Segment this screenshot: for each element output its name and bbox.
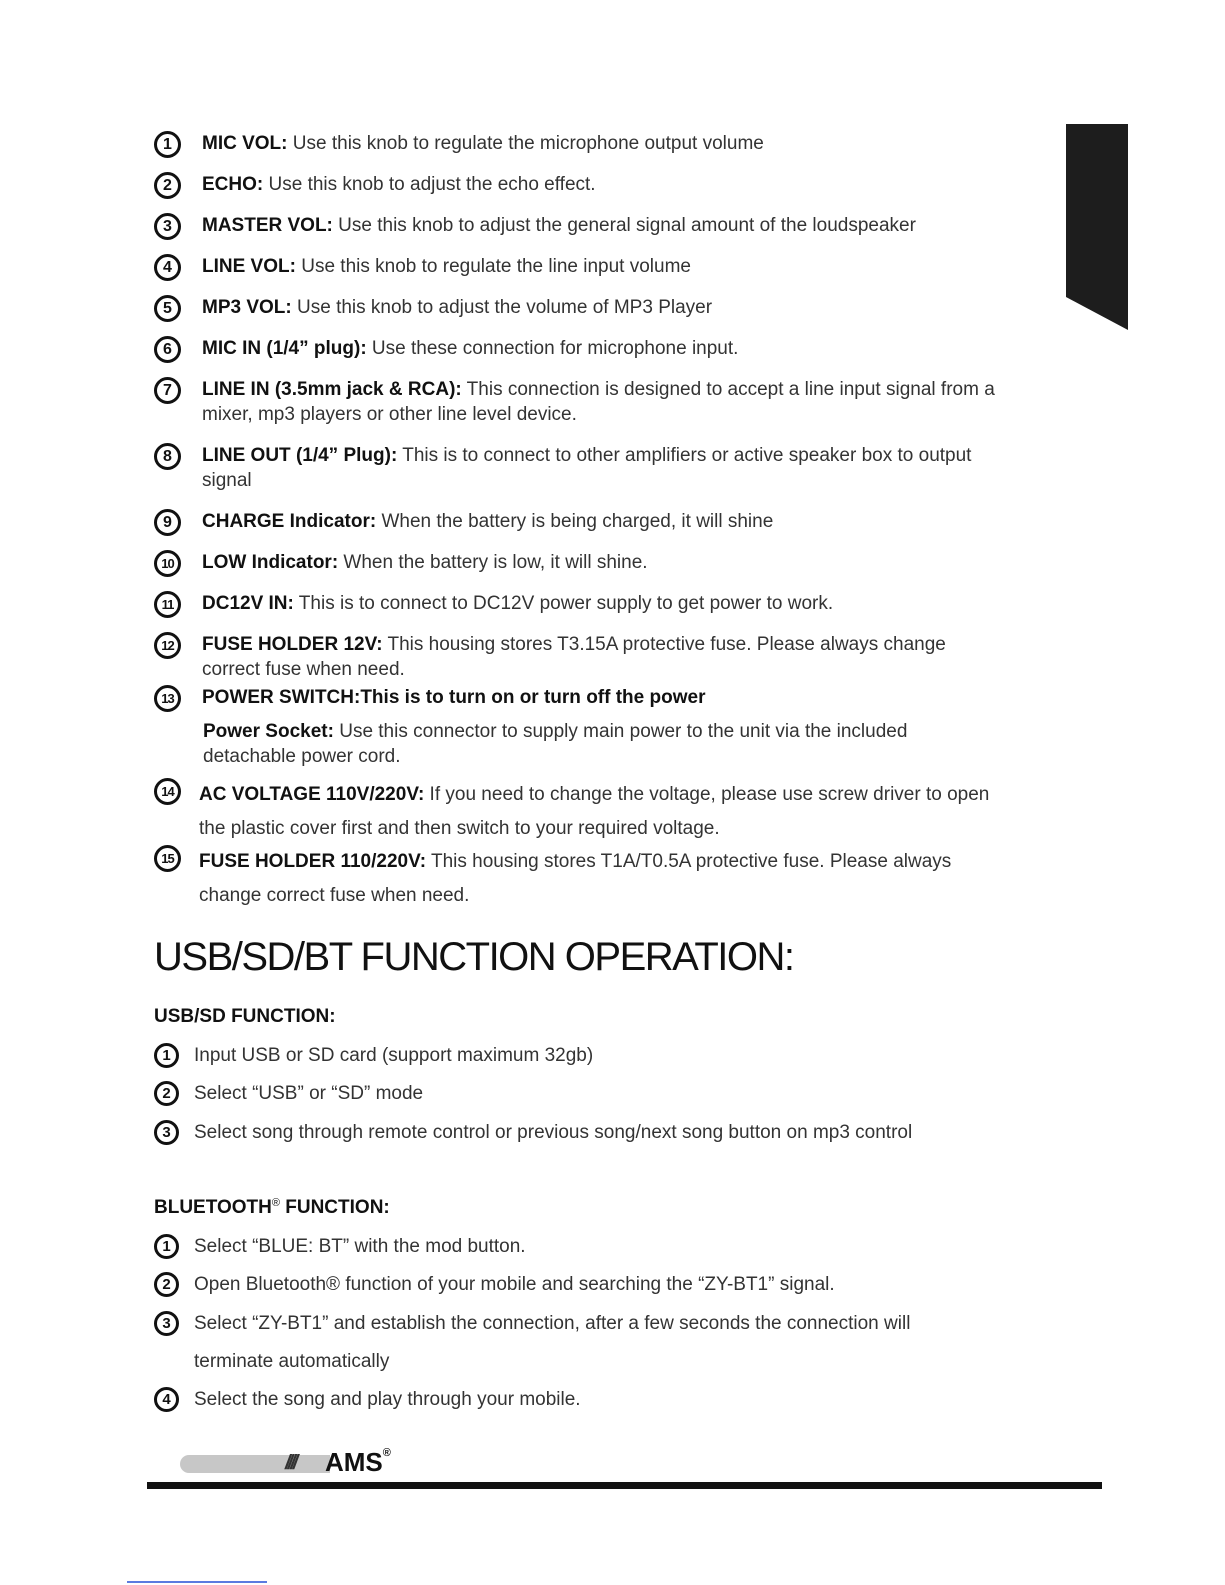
item-number: 9: [154, 509, 181, 536]
brand-reg: ®: [382, 1447, 391, 1459]
item-number: 7: [154, 377, 181, 404]
item-desc: Use these connection for microphone input.: [366, 338, 739, 359]
item-label: FUSE HOLDER 110/220V:: [199, 851, 427, 872]
item-desc: Use this knob to adjust the general signal amount of the loudspeaker: [332, 215, 916, 236]
item-label: MIC VOL:: [202, 133, 288, 154]
step-text: Open Bluetooth® function of your mobile and searching the “ZY-BT1” signal.: [194, 1274, 835, 1295]
item-label: FUSE HOLDER 12V:: [202, 634, 383, 655]
bt-title-rest: FUNCTION:: [279, 1197, 390, 1218]
item-number: 12: [154, 632, 181, 659]
item-label: MIC IN (1/4” plug):: [202, 338, 367, 359]
footer-rule: [147, 1482, 1102, 1489]
brand-logo: [325, 1447, 391, 1478]
item-label: LINE VOL:: [202, 256, 296, 277]
bt-title-text: BLUETOOTH: [154, 1197, 272, 1218]
bluetooth-function-title: [154, 1197, 390, 1219]
step-text: Select “USB” or “SD” mode: [194, 1083, 424, 1104]
step-number: 3: [154, 1311, 179, 1336]
item-desc: Use this knob to adjust the volume of MP3 Player: [291, 297, 713, 318]
item-number: 3: [154, 213, 181, 240]
item-desc: This is to connect to DC12V power supply to get power to work.: [293, 593, 834, 614]
side-tab: [1066, 124, 1128, 330]
item-number: 5: [154, 295, 181, 322]
step-text: Select “BLUE: BT” with the mod button.: [194, 1236, 526, 1257]
usb-function-title: USB/SD FUNCTION:: [154, 1006, 336, 1027]
item-desc: When the battery is being charged, it will shine: [376, 511, 774, 532]
step-number: 2: [154, 1081, 179, 1106]
step-text: Select “ZY-BT1” and establish the connection, after a few seconds the connection will terminate automatically: [194, 1313, 911, 1372]
item-desc: This housing stores T3.15A protective fuse. Please always change correct fuse when need.: [202, 634, 946, 680]
item-desc: Use this knob to adjust the echo effect.: [263, 174, 596, 195]
item-number: 15: [154, 845, 181, 872]
step-number: 1: [154, 1234, 179, 1259]
step-text: Select song through remote control or previous song/next song button on mp3 control: [194, 1122, 913, 1143]
item-label: AC VOLTAGE 110V/220V:: [199, 784, 425, 805]
footer-decor-bar: [180, 1455, 330, 1473]
item-desc: This is to connect to other amplifiers or active speaker box to output signal: [202, 445, 972, 491]
section-title: USB/SD/BT FUNCTION OPERATION:: [154, 935, 794, 979]
item-number: 10: [154, 550, 181, 577]
step-number: 1: [154, 1043, 179, 1068]
power-socket-desc: Use this connector to supply main power to the unit via the included detachable power cord.: [203, 721, 908, 767]
item-desc: When the battery is low, it will shine.: [338, 552, 648, 573]
item-desc: Use this knob to regulate the microphone output volume: [287, 133, 764, 154]
item-label: LOW Indicator:: [202, 552, 339, 573]
item-label: LINE IN (3.5mm jack & RCA):: [202, 379, 462, 400]
bt-title-reg: ®: [271, 1197, 280, 1209]
item-number: 1: [154, 131, 181, 158]
item-desc: If you need to change the voltage, please use screw driver to open the plastic cover first and then switch to your required voltage.: [199, 784, 990, 839]
item-desc: Use this knob to regulate the line input volume: [295, 256, 691, 277]
footer-stripes: ////: [285, 1452, 296, 1474]
item-desc: This connection is designed to accept a line input signal from a mixer, mp3 players or other line level device.: [202, 379, 995, 425]
step-text: Select the song and play through your mobile.: [194, 1389, 581, 1410]
item-label: CHARGE Indicator:: [202, 511, 377, 532]
item-number: 14: [154, 778, 181, 805]
item-number: 4: [154, 254, 181, 281]
step-number: 2: [154, 1272, 179, 1297]
item-label: DC12V IN:: [202, 593, 294, 614]
brand-text: AMS: [325, 1447, 383, 1477]
item-label: ECHO:: [202, 174, 264, 195]
item-number: 13: [154, 685, 181, 712]
item-desc: This is to turn on or turn off the power: [360, 687, 706, 708]
power-socket-label: Power Socket:: [203, 721, 334, 742]
item-number: 8: [154, 443, 181, 470]
link-underline: [127, 1581, 267, 1583]
item-number: 2: [154, 172, 181, 199]
item-desc: This housing stores T1A/T0.5A protective fuse. Please always change correct fuse when need.: [199, 851, 952, 906]
power-socket-note: [203, 719, 1003, 769]
step-text: Input USB or SD card (support maximum 32gb): [194, 1045, 594, 1066]
step-number: 3: [154, 1120, 179, 1145]
item-number: 6: [154, 336, 181, 363]
item-label: MP3 VOL:: [202, 297, 292, 318]
step-number: 4: [154, 1387, 179, 1412]
item-label: POWER SWITCH:: [202, 687, 361, 708]
item-label: LINE OUT (1/4” Plug):: [202, 445, 398, 466]
item-label: MASTER VOL:: [202, 215, 333, 236]
item-number: 11: [154, 591, 181, 618]
